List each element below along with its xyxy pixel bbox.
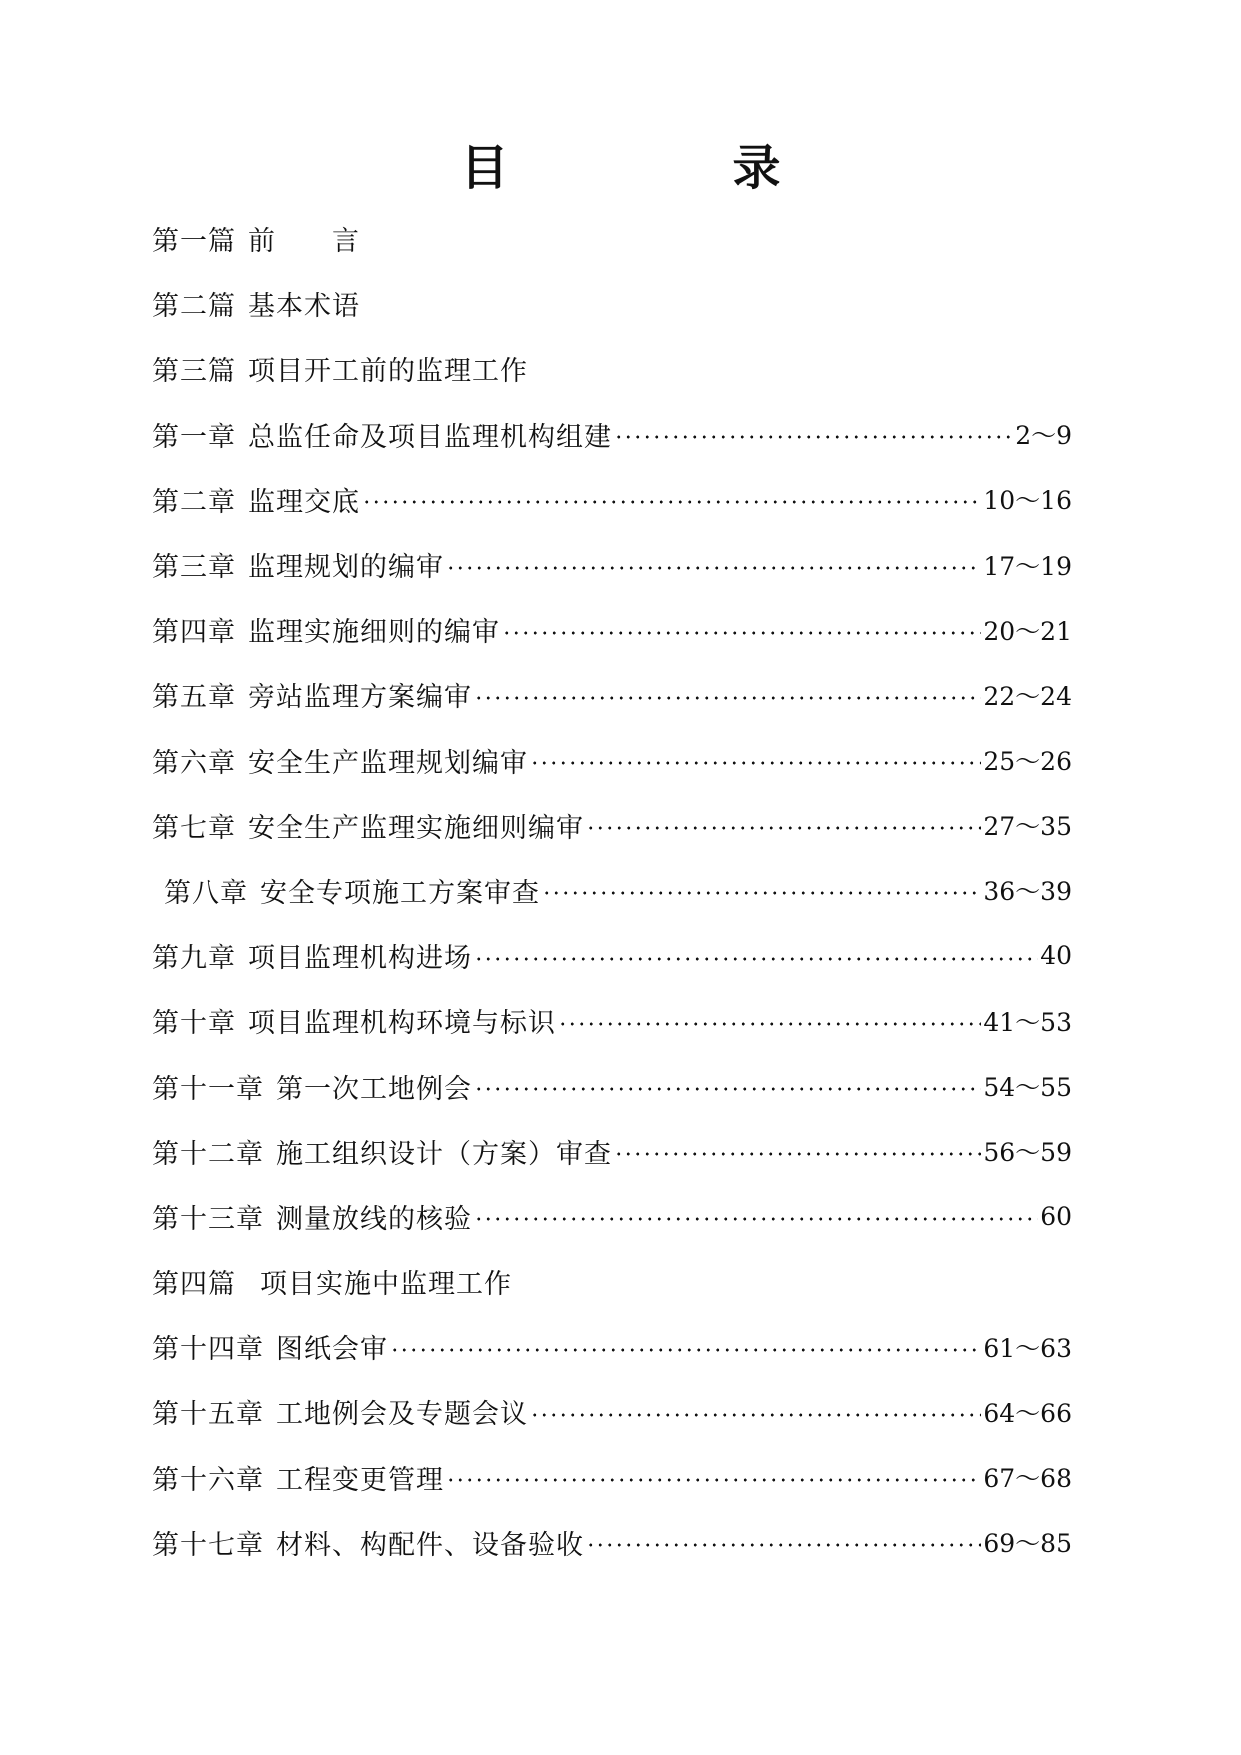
toc-chapter-entry <box>152 923 1072 988</box>
toc-list <box>152 206 1072 1575</box>
toc-entry-label <box>152 349 528 388</box>
toc-entry-number: 第四章 <box>152 617 236 649</box>
toc-entry-pages: 36～39 <box>983 877 1072 907</box>
toc-entry-title: 第一次工地例会 <box>276 1073 472 1105</box>
toc-entry-title: 基本术语 <box>248 291 360 323</box>
toc-dot-leader <box>474 696 981 700</box>
toc-entry-number: 第一篇 <box>152 226 236 258</box>
toc-entry-pages: 61～63 <box>983 1333 1072 1363</box>
toc-entry-pages: 2～9 <box>1015 421 1072 451</box>
toc-entry-number: 第三篇 <box>152 356 236 388</box>
toc-part-entry <box>152 271 1072 336</box>
toc-entry-label <box>152 1262 512 1301</box>
toc-dot-leader <box>542 891 981 895</box>
toc-dot-leader <box>474 1087 981 1091</box>
toc-entry-pages: 22～24 <box>983 681 1072 711</box>
toc-entry-title: 工程变更管理 <box>276 1464 444 1496</box>
toc-entry-label <box>152 480 360 519</box>
toc-entry-title: 安全生产监理规划编审 <box>248 747 528 779</box>
toc-entry-title: 图纸会审 <box>276 1334 388 1366</box>
toc-title: 目 录 <box>460 140 869 196</box>
toc-entry-pages: 64～66 <box>983 1398 1072 1428</box>
toc-dot-leader <box>530 761 981 765</box>
toc-chapter-entry <box>152 988 1072 1053</box>
toc-dot-leader <box>362 500 981 504</box>
toc-entry-pages: 60 <box>1040 1201 1072 1231</box>
toc-chapter-entry <box>152 467 1072 532</box>
toc-entry-title: 施工组织设计（方案）审查 <box>276 1138 612 1170</box>
toc-chapter-entry <box>152 1510 1072 1575</box>
toc-entry-pages: 56～59 <box>983 1138 1072 1168</box>
toc-dot-leader <box>390 1348 981 1352</box>
toc-entry-number: 第二篇 <box>152 291 236 323</box>
toc-chapter-entry <box>164 858 1072 923</box>
toc-entry-title: 测量放线的核验 <box>276 1203 472 1235</box>
toc-dot-leader <box>502 631 981 635</box>
toc-chapter-entry <box>152 728 1072 793</box>
toc-entry-number: 第一章 <box>152 421 236 453</box>
toc-entry-title: 旁站监理方案编审 <box>248 682 472 714</box>
toc-entry-pages: 27～35 <box>983 812 1072 842</box>
toc-part-entry <box>152 1249 1072 1314</box>
toc-entry-label <box>152 284 360 323</box>
toc-entry-label <box>152 1197 472 1236</box>
toc-entry-label <box>152 415 612 454</box>
toc-entry-number: 第九章 <box>152 943 236 975</box>
toc-entry-number: 第二章 <box>152 486 236 518</box>
toc-dot-leader <box>446 566 981 570</box>
toc-chapter-entry <box>152 1053 1072 1118</box>
toc-entry-label <box>152 1327 388 1366</box>
toc-chapter-entry <box>152 1379 1072 1444</box>
toc-entry-number: 第十一章 <box>152 1073 264 1105</box>
toc-entry-pages: 41～53 <box>983 1007 1072 1037</box>
toc-chapter-entry <box>152 1314 1072 1379</box>
toc-part-entry <box>152 336 1072 401</box>
toc-dot-leader <box>558 1022 981 1026</box>
toc-entry-pages: 67～68 <box>983 1464 1072 1494</box>
toc-entry-number: 第十七章 <box>152 1529 264 1561</box>
toc-entry-title: 项目实施中监理工作 <box>260 1269 512 1301</box>
toc-dot-leader <box>474 1217 1038 1221</box>
toc-chapter-entry <box>152 793 1072 858</box>
toc-dot-leader <box>586 826 981 830</box>
toc-entry-number: 第四篇 <box>152 1269 236 1301</box>
toc-chapter-entry <box>152 1184 1072 1249</box>
toc-entry-label <box>152 741 528 780</box>
toc-entry-label <box>152 1067 472 1106</box>
toc-entry-pages: 17～19 <box>983 551 1072 581</box>
toc-entry-label <box>152 1001 556 1040</box>
toc-entry-pages: 10～16 <box>983 486 1072 516</box>
toc-entry-number: 第十章 <box>152 1008 236 1040</box>
toc-entry-pages: 25～26 <box>983 747 1072 777</box>
toc-entry-title: 项目开工前的监理工作 <box>248 356 528 388</box>
toc-entry-number: 第三章 <box>152 552 236 584</box>
toc-entry-label <box>152 936 472 975</box>
toc-entry-label <box>152 806 584 845</box>
toc-entry-title: 项目监理机构环境与标识 <box>248 1008 556 1040</box>
toc-entry-pages: 40 <box>1040 941 1072 971</box>
toc-chapter-entry <box>152 532 1072 597</box>
toc-chapter-entry <box>152 597 1072 662</box>
toc-dot-leader <box>614 1152 981 1156</box>
toc-entry-number: 第十四章 <box>152 1334 264 1366</box>
toc-entry-label <box>152 1392 528 1431</box>
toc-part-entry <box>152 206 1072 271</box>
toc-chapter-entry <box>152 402 1072 467</box>
toc-entry-pages: 20～21 <box>983 616 1072 646</box>
toc-entry-pages: 54～55 <box>983 1073 1072 1103</box>
toc-dot-leader <box>446 1478 981 1482</box>
toc-entry-number: 第八章 <box>164 877 248 909</box>
toc-entry-title: 工地例会及专题会议 <box>276 1399 528 1431</box>
toc-dot-leader <box>614 435 1013 439</box>
toc-entry-pages: 69～85 <box>983 1529 1072 1559</box>
toc-entry-title: 监理实施细则的编审 <box>248 617 500 649</box>
toc-entry-title: 材料、构配件、设备验收 <box>276 1529 584 1561</box>
toc-entry-number: 第七章 <box>152 812 236 844</box>
toc-entry-title: 安全生产监理实施细则编审 <box>248 812 584 844</box>
toc-entry-label <box>152 545 444 584</box>
toc-entry-title: 监理交底 <box>248 486 360 518</box>
toc-dot-leader <box>530 1413 981 1417</box>
toc-entry-label <box>152 610 500 649</box>
toc-entry-label <box>152 675 472 714</box>
toc-entry-title: 前 言 <box>248 226 360 258</box>
toc-entry-label <box>152 219 360 258</box>
toc-entry-number: 第十六章 <box>152 1464 264 1496</box>
toc-entry-label <box>152 1523 584 1562</box>
toc-entry-title: 总监任命及项目监理机构组建 <box>248 421 612 453</box>
toc-entry-number: 第五章 <box>152 682 236 714</box>
toc-dot-leader <box>474 957 1038 961</box>
toc-entry-number: 第十五章 <box>152 1399 264 1431</box>
toc-dot-leader <box>586 1543 981 1547</box>
toc-entry-label <box>152 1132 612 1171</box>
toc-entry-number: 第十三章 <box>152 1203 264 1235</box>
toc-entry-title: 监理规划的编审 <box>248 552 444 584</box>
toc-chapter-entry <box>152 1445 1072 1510</box>
toc-chapter-entry <box>152 1119 1072 1184</box>
toc-entry-title: 安全专项施工方案审查 <box>260 877 540 909</box>
toc-entry-title: 项目监理机构进场 <box>248 943 472 975</box>
toc-entry-label <box>152 1458 444 1497</box>
toc-chapter-entry <box>152 662 1072 727</box>
toc-entry-number: 第十二章 <box>152 1138 264 1170</box>
toc-entry-number: 第六章 <box>152 747 236 779</box>
toc-entry-label <box>164 871 540 910</box>
